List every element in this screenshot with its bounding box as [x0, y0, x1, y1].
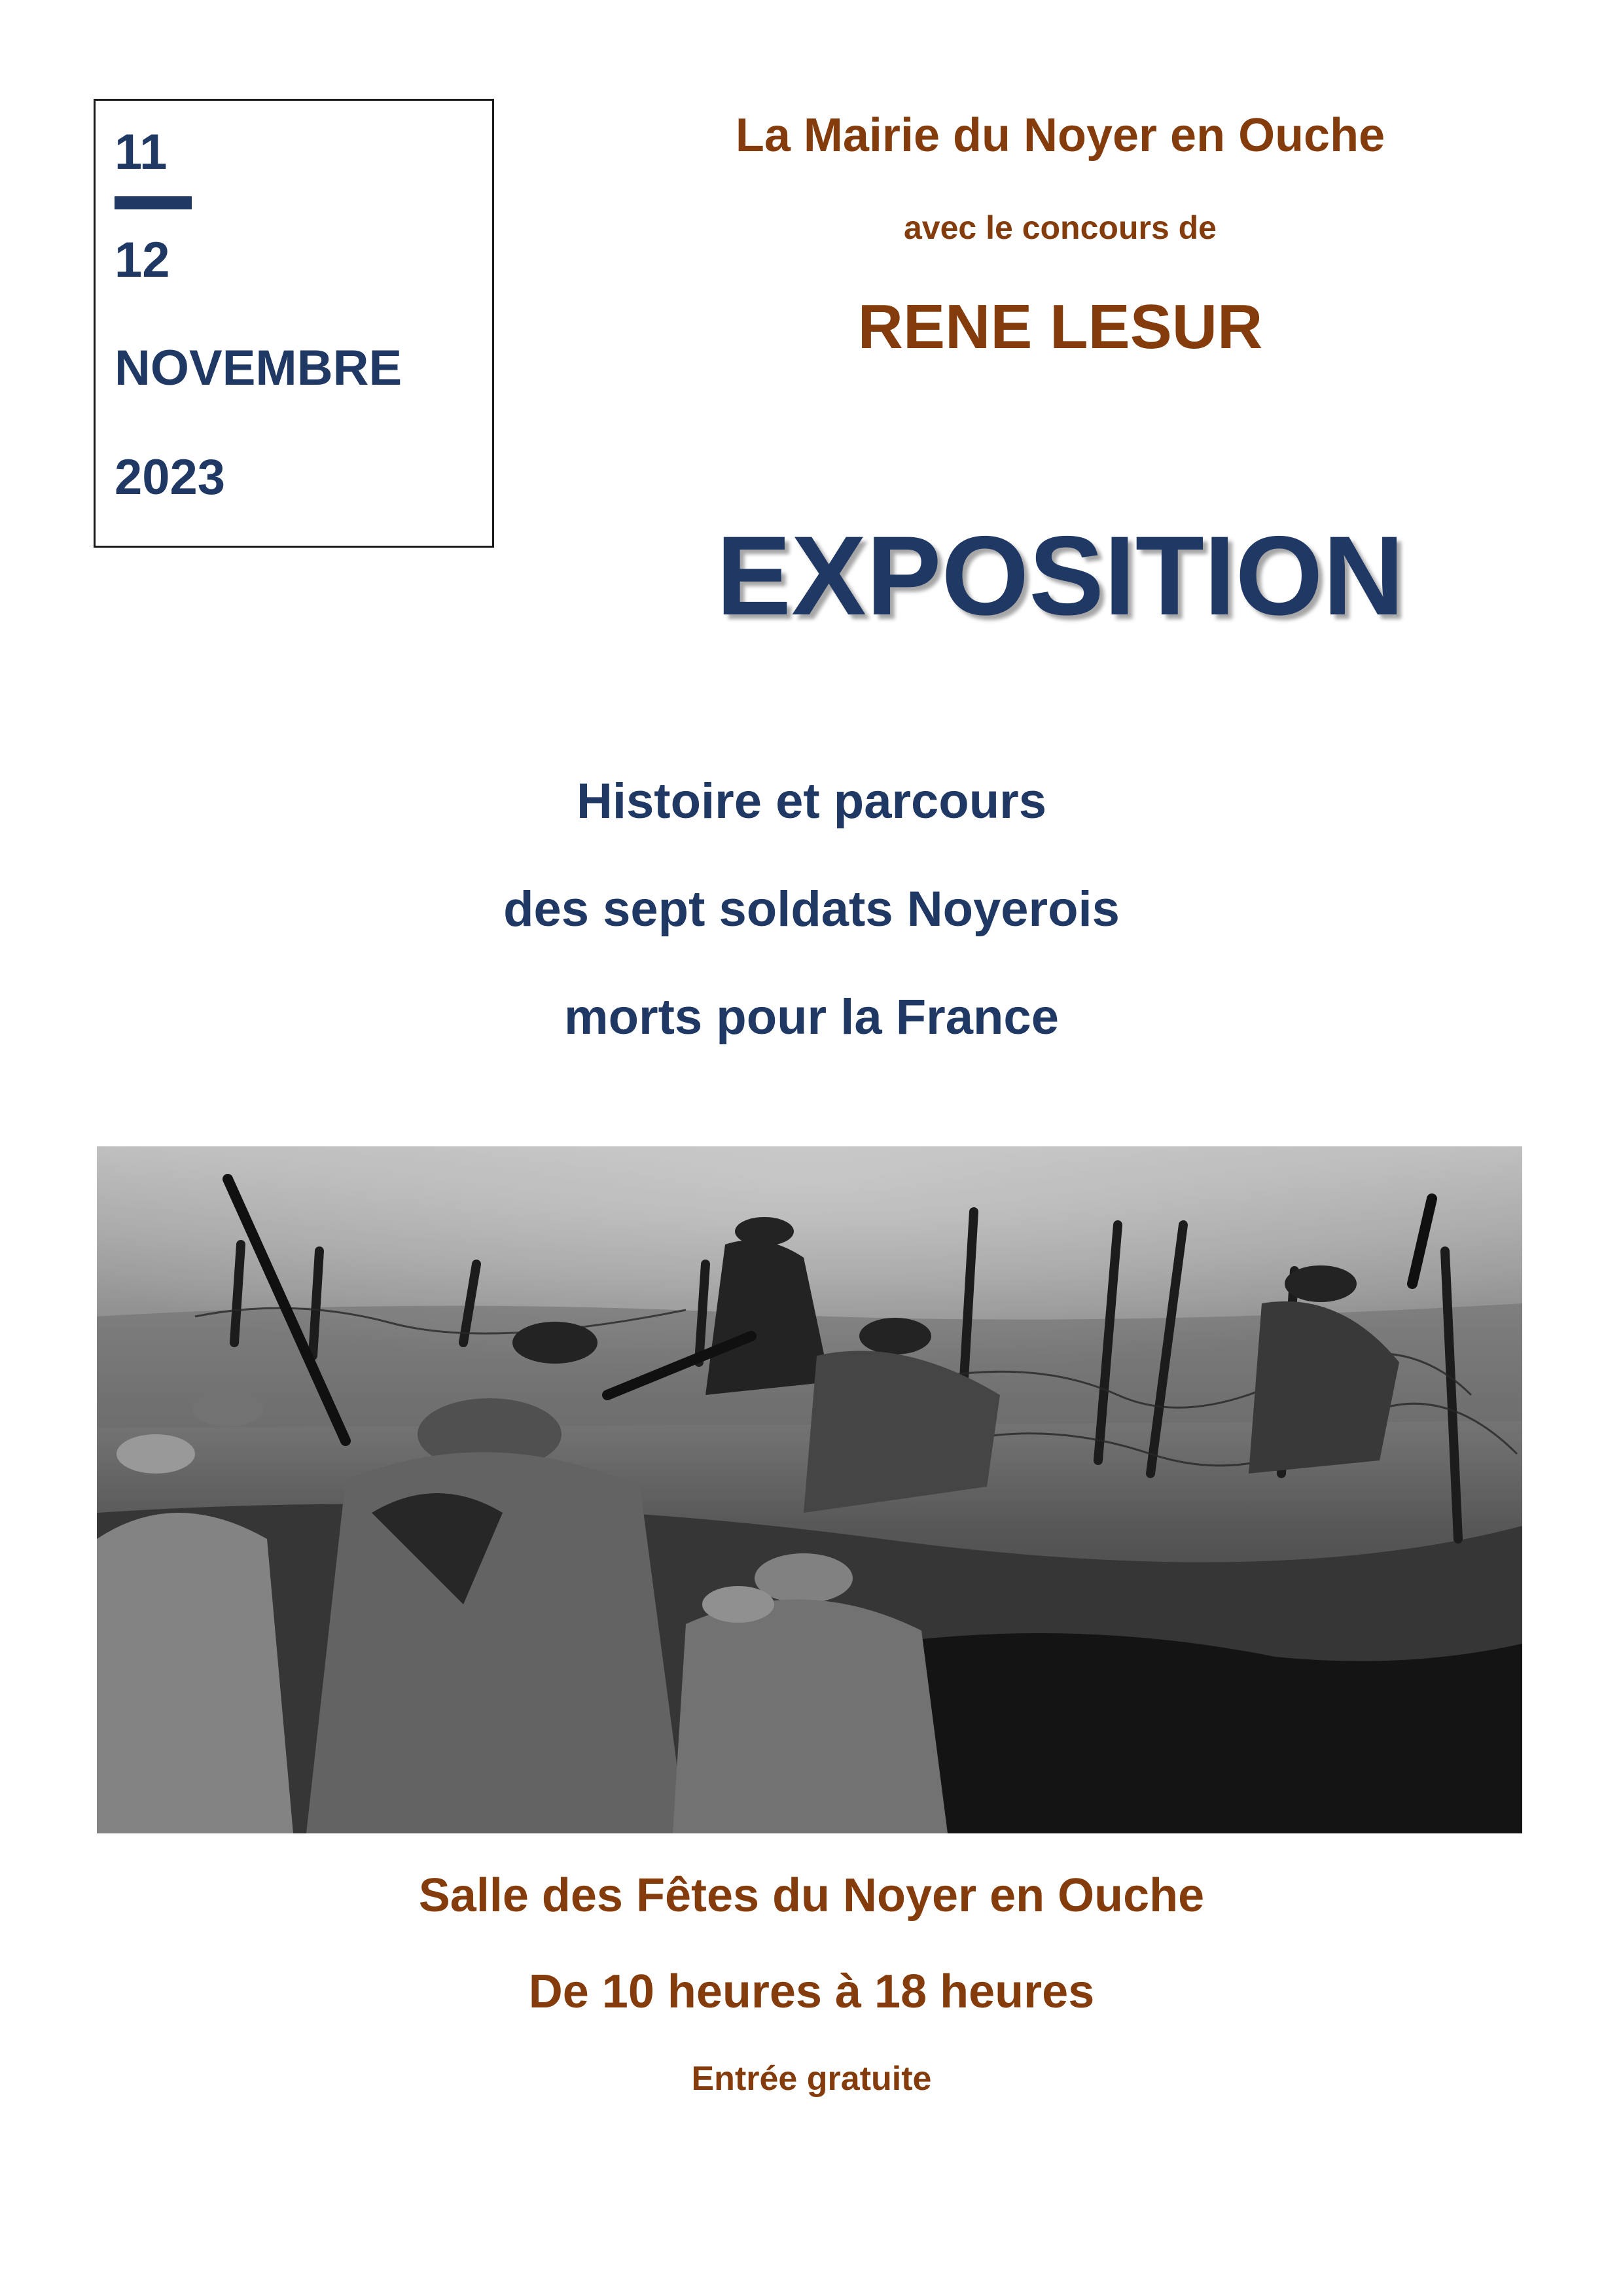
entry-text: Entrée gratuite [691, 2060, 932, 2098]
date-month: NOVEMBRE [115, 340, 402, 396]
venue-text: Salle des Fêtes du Noyer en Ouche [418, 1869, 1205, 1922]
date-day-end: 12 [115, 232, 170, 288]
soldiers-trench-photo [97, 1146, 1522, 1833]
date-year: 2023 [115, 450, 226, 505]
date-day-start: 11 [115, 124, 168, 180]
date-range-separator [115, 196, 192, 209]
exposition-title: EXPOSITION [716, 513, 1404, 639]
organizer-name: La Mairie du Noyer en Ouche [735, 109, 1385, 162]
subtitle-line-2: des sept soldats Noyerois [503, 881, 1120, 937]
support-text: avec le concours de [903, 209, 1217, 246]
subtitle-line-1: Histoire et parcours [577, 773, 1046, 829]
partner-name: RENE LESUR [857, 292, 1263, 362]
hours-text: De 10 heures à 18 heures [528, 1966, 1095, 2018]
subtitle-line-3: morts pour la France [564, 989, 1059, 1045]
